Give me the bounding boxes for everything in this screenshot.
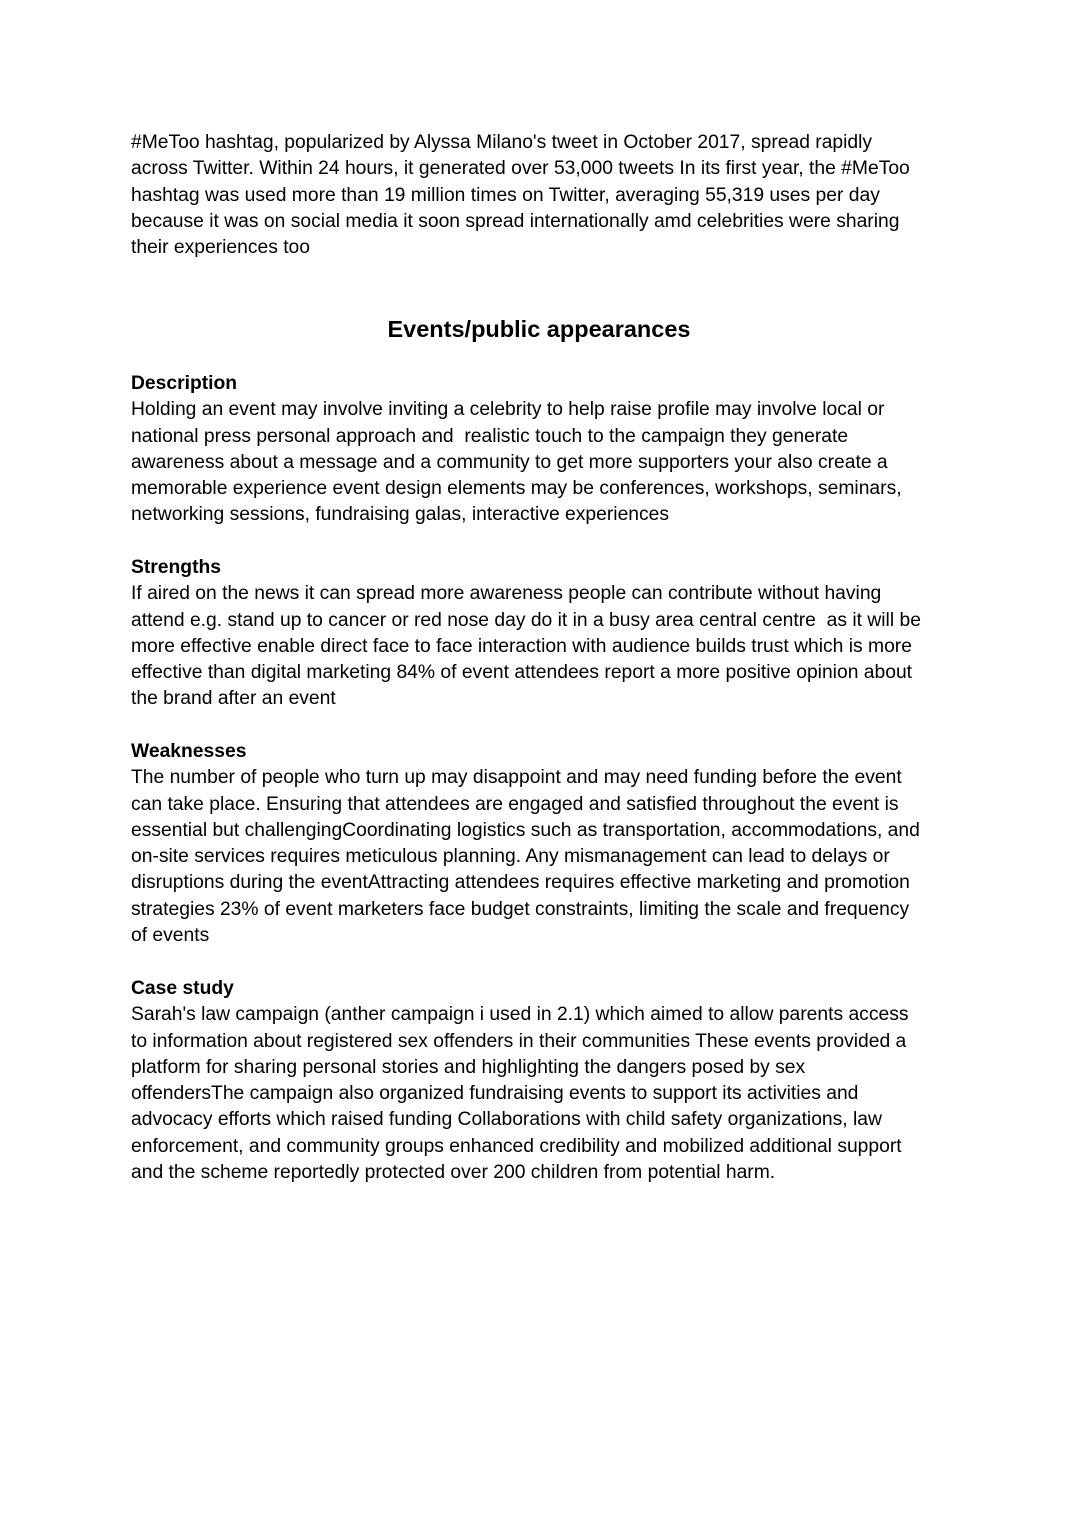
document-body [131,130,961,1184]
text-line: the brand after an event [131,688,336,710]
section-heading: Events/public appearances [387,316,691,342]
text-line: because it was on social media it soon spread internationally amd celebrities were sharing [131,210,900,232]
text-line: If aired on the news it can spread more awareness people can contribute without having [131,583,882,605]
intro-paragraph [131,130,961,261]
strengths-section [131,555,961,713]
text-line: memorable experience event design elements may be conferences, workshops, seminars, [131,478,902,500]
text-line: and the scheme reportedly protected over 200 children from potential harm. [131,1162,776,1184]
text-line: Holding an event may involve inviting a celebrity to help raise profile may involve local or [131,399,885,421]
section-title: Description [131,373,238,394]
weaknesses-section [131,739,961,949]
text-line: offendersThe campaign also organized fundraising events to support its activities and [131,1083,859,1105]
text-line: networking sessions, fundraising galas, interactive experiences [131,504,670,526]
text-line: enforcement, and community groups enhanced credibility and mobilized additional support [131,1135,902,1157]
text-line: of events [131,925,210,947]
text-line: The number of people who turn up may disappoint and may need funding before the event [131,767,902,789]
strengths-paragraph [131,581,961,712]
text-line: on-site services requires meticulous planning. Any mismanagement can lead to delays or [131,846,890,868]
description-paragraph [131,397,961,528]
text-line: to information about registered sex offenders in their communities These events provided a [131,1030,907,1052]
case-study-paragraph [131,1002,961,1186]
text-line: #MeToo hashtag, popularized by Alyssa Milano's tweet in October 2017, spread rapidly [131,132,873,153]
text-line: platform for sharing personal stories and highlighting the dangers posed by sex [131,1056,806,1078]
text-line: effective than digital marketing 84% of event attendees report a more positive opinion about [131,662,913,684]
section-title: Weaknesses [131,741,247,762]
text-line: can take place. Ensuring that attendees are engaged and satisfied throughout the event is [131,793,899,815]
weaknesses-paragraph [131,765,961,949]
text-line: Sarah's law campaign (anther campaign i used in 2.1) which aimed to allow parents access [131,1004,909,1026]
text-line: awareness about a message and a community to get more supporters your also create a [131,451,888,473]
text-line: hashtag was used more than 19 million times on Twitter, averaging 55,319 uses per day [131,184,880,206]
text-line: their experiences too [131,237,310,259]
text-line: national press personal approach and realistic touch to the campaign they generate [131,425,849,447]
text-line: across Twitter. Within 24 hours, it generated over 53,000 tweets In its first year, the #MeToo [131,158,910,180]
section-title: Strengths [131,557,221,578]
description-section [131,371,961,529]
text-line: attend e.g. stand up to cancer or red nose day do it in a busy area central centre as it will be [131,609,921,631]
text-line: more effective enable direct face to face interaction with audience builds trust which is more [131,635,912,657]
text-line: advocacy efforts which raised funding Collaborations with child safety organizations, law [131,1109,882,1131]
case-study-section [131,976,961,1186]
section-title: Case study [131,978,234,999]
text-line: disruptions during the eventAttracting attendees requires effective marketing and promotion [131,872,910,894]
text-line: strategies 23% of event marketers face budget constraints, limiting the scale and frequency [131,898,910,920]
text-line: essential but challengingCoordinating logistics such as transportation, accommodations, and [131,819,920,841]
